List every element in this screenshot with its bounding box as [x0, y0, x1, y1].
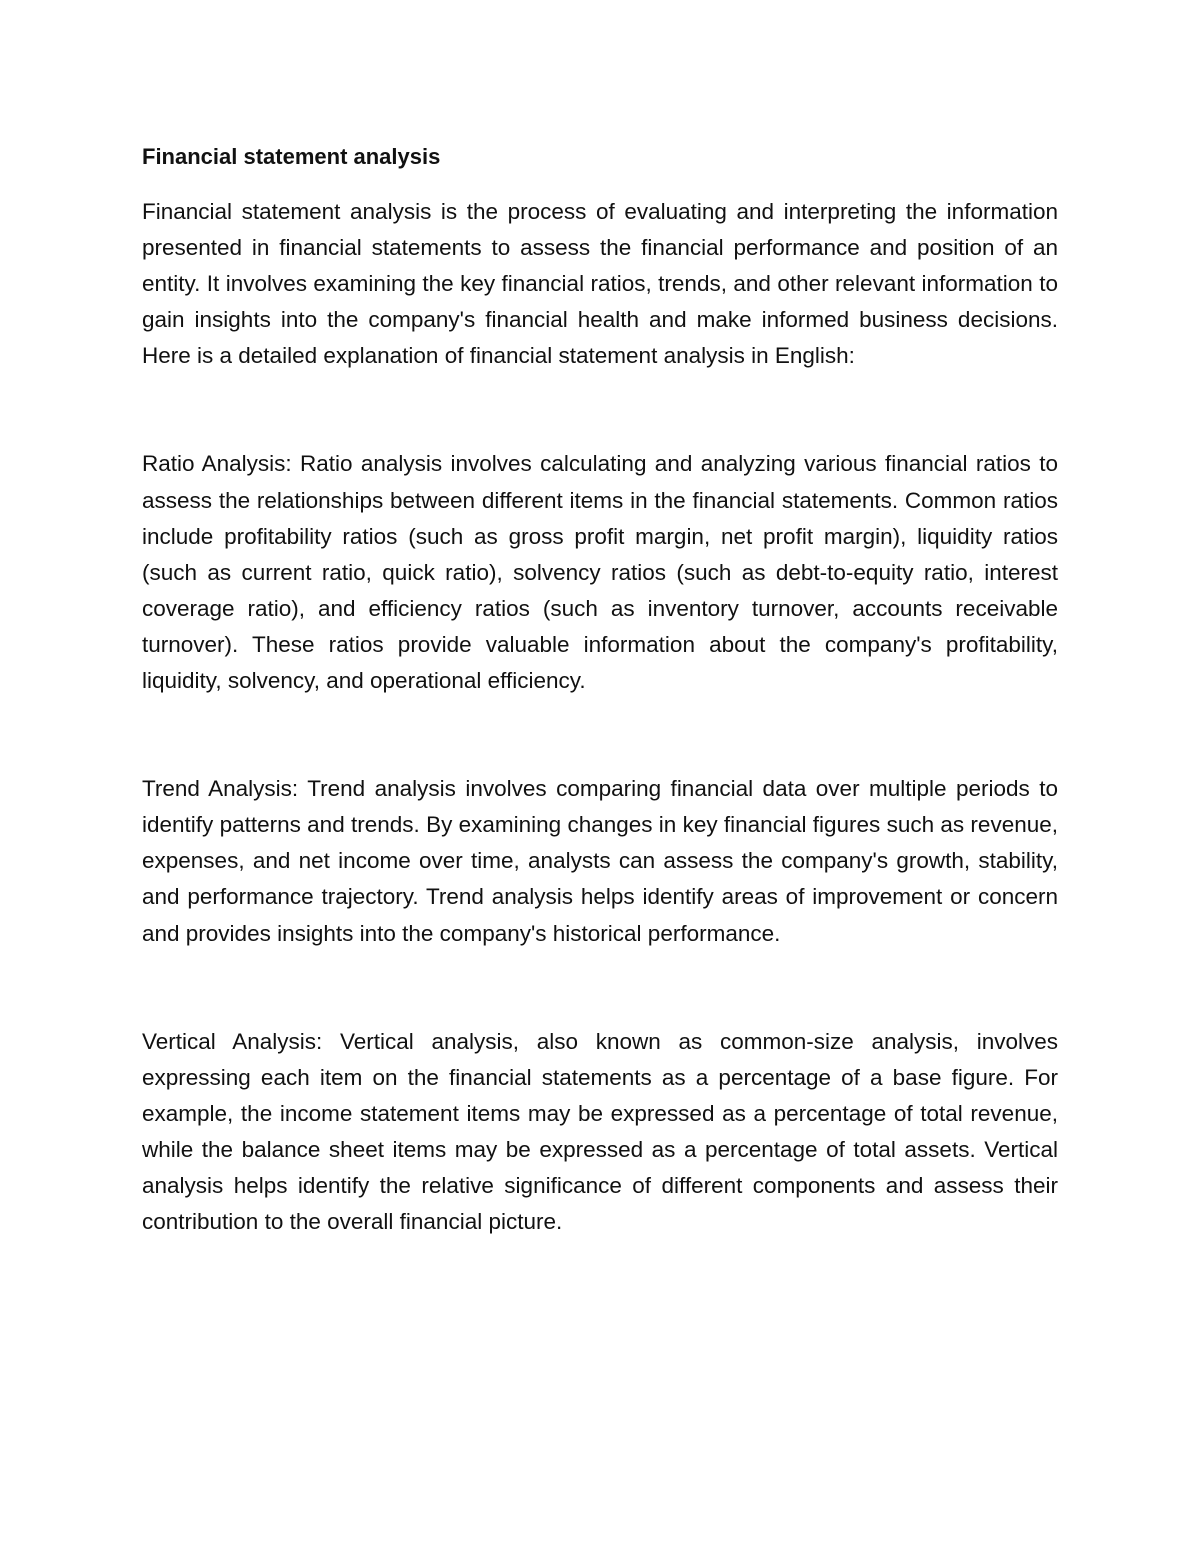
document-title: Financial statement analysis — [142, 144, 441, 169]
vertical-analysis-paragraph: Vertical Analysis: Vertical analysis, also known as common-size analysis, involves expressing each item on the financial statements as a percentage of a base figure. For example, the income statement items may be expressed as a percentage of total revenue, while the balance sheet items may be expressed as a percentage of total assets. Vertical analysis helps identify the relative significance of different components and assess their contribution to the overall financial picture. — [142, 1028, 1058, 1235]
paragraph-spacer — [142, 374, 1058, 446]
trend-analysis-paragraph: Trend Analysis: Trend analysis involves comparing financial data over multiple periods to identify patterns and trends. By examining changes in key financial figures such as revenue, expenses, and net income over time, analysts can assess the company's growth, stability, and performance trajectory. Trend analysis helps identify areas of improvement or concern and provides insights into the company's historical performance. — [142, 776, 1058, 946]
intro-paragraph: Financial statement analysis is the process of evaluating and interpreting the information presented in financial statements to assess the financial performance and position of an entity. It involves examining the key financial ratios, trends, and other relevant information to gain insights into the company's financial health and make informed business decisions. Here is a detailed explanation of financial statement analysis in English: — [142, 199, 1058, 369]
paragraph-spacer — [142, 952, 1058, 1024]
ratio-analysis-paragraph: Ratio Analysis: Ratio analysis involves calculating and analyzing various financial ratios to assess the relationships between different items in the financial statements. Common ratios include profitability ratios (such as gross profit margin, net profit margin), liquidity ratios (such as current ratio, quick ratio), solvency ratios (such as debt-to-equity ratio, interest coverage ratio), and efficiency ratios (such as inventory turnover, accounts receivable turnover). These ratios provide valuable information about the company's profitability, liquidity, solvency, and operational efficiency. — [142, 451, 1058, 694]
paragraph-spacer — [142, 699, 1058, 771]
document-page — [142, 142, 1058, 1240]
